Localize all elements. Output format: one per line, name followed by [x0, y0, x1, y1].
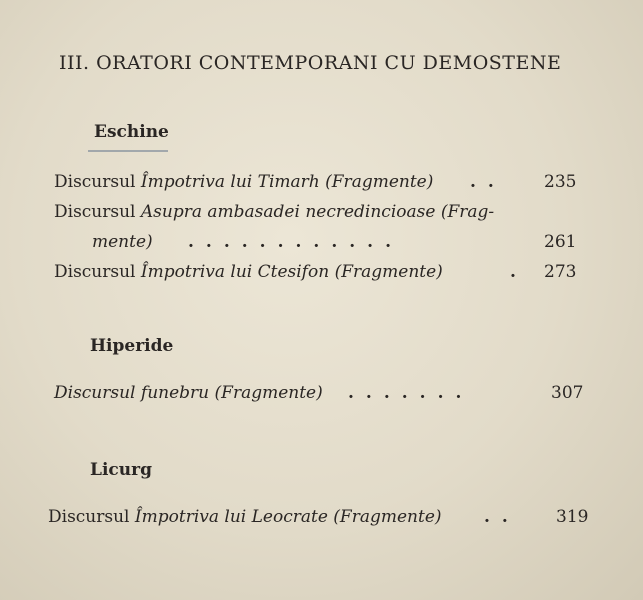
leader-dots: ..	[484, 507, 520, 527]
page-number: 235	[544, 172, 577, 192]
entry-title: Discursul funebru (Fragmente)	[54, 383, 323, 403]
author-underline	[88, 150, 168, 152]
toc-entry-leocrate	[48, 507, 442, 527]
entry-title: Asupra ambasadei necredincioase (Frag-	[140, 202, 495, 222]
author-hiperide: Hiperide	[90, 336, 174, 356]
leader-dots: ............	[188, 232, 404, 252]
page-number: 319	[556, 507, 589, 527]
page-number: 273	[544, 262, 577, 282]
section-heading: III. ORATORI CONTEMPORANI CU DEMOSTENE	[59, 52, 562, 74]
entry-prefix: Discursul	[54, 262, 141, 282]
page-number: 307	[551, 383, 584, 403]
toc-entry-ambasadei	[54, 202, 494, 222]
author-eschine: Eschine	[94, 122, 169, 142]
toc-entry-funebru	[54, 383, 323, 403]
entry-title-continuation: mente)	[92, 232, 153, 252]
entry-prefix: Discursul	[48, 507, 135, 527]
leader-dots: .......	[348, 383, 474, 403]
page-number: 261	[544, 232, 577, 252]
toc-entry-timarh	[54, 172, 433, 192]
toc-entry-ctesifon	[54, 262, 443, 282]
entry-title: Împotriva lui Timarh (Fragmente)	[140, 172, 434, 192]
leader-dots: ..	[470, 172, 506, 192]
entry-prefix: Discursul	[54, 172, 141, 192]
entry-prefix: Discursul	[54, 202, 141, 222]
entry-title: Împotriva lui Leocrate (Fragmente)	[134, 507, 442, 527]
author-licurg: Licurg	[90, 460, 152, 480]
entry-title: Împotriva lui Ctesifon (Fragmente)	[140, 262, 443, 282]
leader-dots: .	[510, 262, 528, 282]
